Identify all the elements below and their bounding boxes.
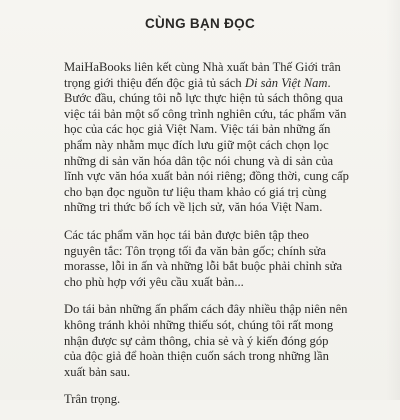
paragraph-apology: Do tái bản những ấn phẩm cách đây nhiều thập niên nên không tránh khỏi những thiếu sót, chúng tôi rất mong nhận được sự cảm thông, chia sẻ và ý kiến đóng góp của độc giả để hoàn thiện cuốn sách trong những lần xuất bản sau.: [64, 302, 348, 379]
intro-text-after: . Bước đầu, chúng tôi nỗ lực thực hiện tủ sách thông qua việc tái bản một số công trình nghiên cứu, tác phẩm văn học của các học giả Việt Nam. Việc tái bản những ấn phẩm này nhằm mục đích lưu giữ một cách chọn lọc những di sản văn hóa dân tộc nói chung và di sản của lĩnh vực văn hóa xuất bản nói riêng; đồng thời, cung cấp cho bạn đọc nguồn tư liệu tham khảo có giá trị cùng những tri thức bổ ích về lịch sử, văn hóa Việt Nam.: [64, 75, 349, 215]
page-body: [64, 60, 349, 420]
intro-text-before: MaiHaBooks liên kết cùng Nhà xuất bản Thế Giới trân trọng giới thiệu đến độc giả tủ sách: [64, 60, 341, 90]
series-title: Di sản Việt Nam: [244, 75, 328, 90]
page-edge-shadow: [386, 0, 400, 400]
closing-line: Trân trọng.: [64, 392, 121, 407]
paragraph-intro: [64, 60, 349, 216]
show-through-text: [150, 44, 310, 52]
page-title: CÙNG BẠN ĐỌC: [144, 16, 256, 31]
paragraph-editing-principles: Các tác phẩm văn học tái bản được biên tập theo nguyên tắc: Tôn trọng tối đa văn bản gốc; chính sửa morasse, lỗi in ấn và những lỗi bắt buộc phải chỉnh sửa cho phù hợp với yêu cầu xuất bản...: [64, 227, 343, 289]
